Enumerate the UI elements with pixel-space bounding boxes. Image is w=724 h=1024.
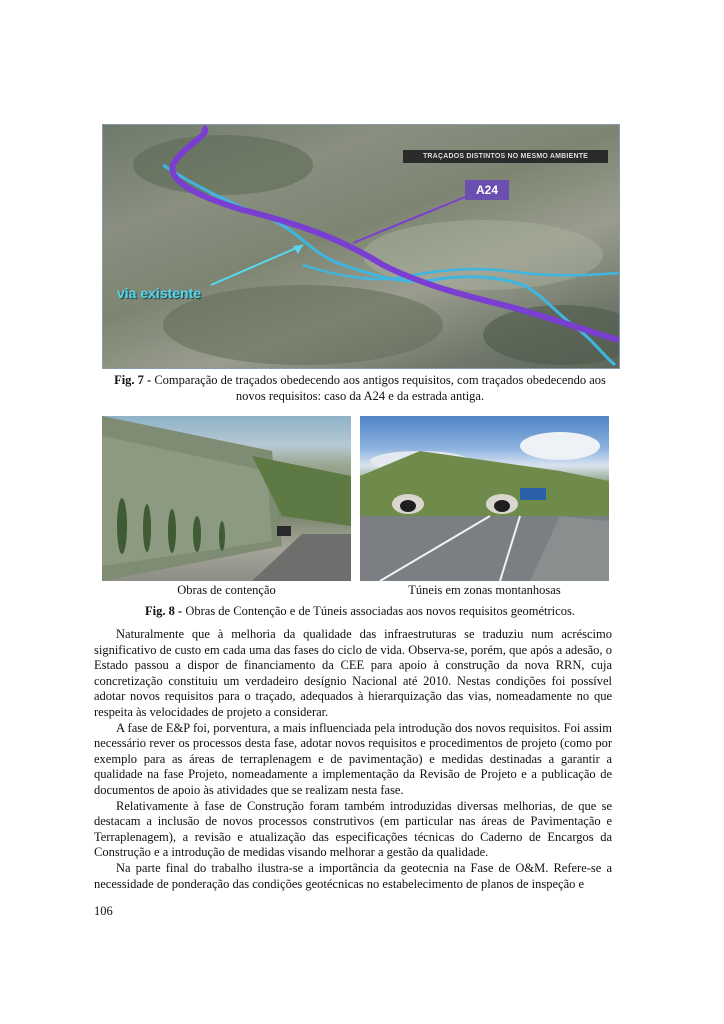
photo-right-caption: Túneis em zonas montanhosas: [408, 583, 561, 597]
paragraph: Na parte final do trabalho ilustra-se a importância da geotecnia na Fase de O&M. Refere-se a necessidade de ponderação das condições geotécnicas no estabelecimento de planos de inspeção e: [94, 860, 612, 891]
figure-8-caption: [102, 604, 618, 619]
a24-label: A24: [465, 180, 509, 200]
retaining-wall-photo: [102, 416, 351, 581]
via-pointer-arrow: [211, 245, 303, 285]
page-number: 106: [94, 904, 113, 918]
figure-7-caption: [102, 372, 618, 404]
figure-7-aerial-image: [102, 124, 620, 369]
figure-8-caption-label: Fig. 8 -: [145, 604, 183, 618]
figure-8-caption-text: Obras de Contenção e de Túneis associadas aos novos requisitos geométricos.: [182, 604, 575, 618]
paragraph: Naturalmente que à melhoria da qualidade das infraestruturas se traduziu num acréscimo significativo de custo em cada uma das fases do ciclo de vida. Observa-se, porém, que após a adesão, o Estado passou a dispor de financiamento da CEE para apoio à construção da nova RRN, cuja concretização constituiu um verdadeiro desígnio Nacional até 2010. Nestas condições foi possível adotar novos requisitos para o traçado, adequados à hierarquização das vias, nomeadamente no que respeita às velocidades de projeto a considerar.: [94, 627, 612, 719]
mountain-tunnels-photo: [360, 416, 609, 581]
body-text: [94, 627, 612, 892]
paragraph: A fase de E&P foi, porventura, a mais influenciada pela introdução dos novos requisitos. Foi assim necessário rever os processos desta fase, adotar novos requisitos e procedimentos de projeto (como por exemplo para as áreas de terraplenagem e de pavimentação) e medidas destinadas a garantir a qualidade na fase Projeto, nomeadamente a implementação da Revisão de Projeto e a publicação de documentos de apoio às atividades que se realizam nesta fase.: [94, 720, 612, 797]
figure-7-caption-text: Comparação de traçados obedecendo aos antigos requisitos, com traçados obedecendo aos novos requisitos: caso da A24 e da estrada antiga.: [151, 373, 606, 403]
figure-7-caption-label: Fig. 7 -: [114, 373, 152, 387]
paragraph: Relativamente à fase de Construção foram também introduzidas diversas melhorias, de que se destacam a inclusão de novos processos construtivos (em particular nas áreas de Pavimentação e Terraplenagem), a revisão e atualização das especificações técnicas do Caderno de Encargos da Construção e a introdução de medidas visando melhorar a gestão da qualidade.: [94, 798, 612, 860]
via-existente-label: via existente: [117, 285, 202, 301]
figure-banner: TRAÇADOS DISTINTOS NO MESMO AMBIENTE: [403, 150, 608, 163]
photo-left-caption: Obras de contenção: [177, 583, 276, 597]
